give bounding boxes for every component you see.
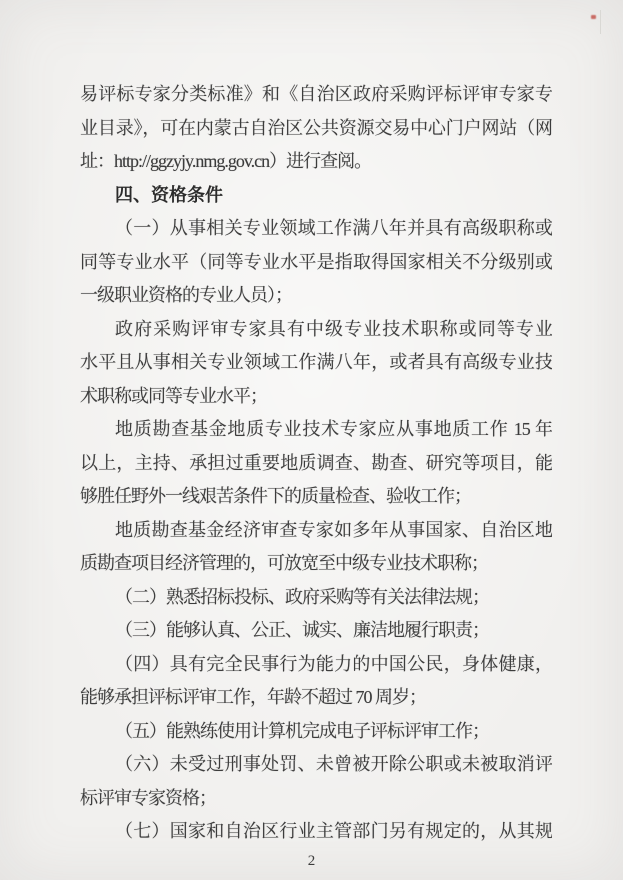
text-line: 以上，主持、承担过重要地质调查、勘查、研究等项目，能	[80, 452, 552, 473]
text-line: 术职称或同等专业水平；	[80, 385, 267, 406]
text-line: （一）从事相关专业领域工作满八年并具有高级职称或	[115, 218, 552, 238]
text-line: 政府采购评审专家具有中级专业技术职称或同等专业	[115, 318, 552, 339]
text-line: 水平且从事相关专业领域工作满八年，或者具有高级专业技	[80, 352, 552, 372]
text-line: （二）熟悉招标投标、政府采购等有关法律法规；	[115, 586, 489, 607]
text-line: （六）未受过刑事处罚、未曾被开除公职或未被取消评	[115, 754, 552, 774]
text-line: （五）能熟练使用计算机完成电子评标评审工作；	[115, 720, 489, 741]
text-line: （四）具有完全民事行为能力的中国公民，身体健康，	[115, 653, 552, 674]
text-line: 够胜任野外一线艰苦条件下的质量检查、验收工作；	[80, 486, 471, 506]
text-line: 地质勘查基金经济审查专家如多年从事国家、自治区地	[115, 519, 552, 540]
text-line: （七）国家和自治区行业主管部门另有规定的，从其规	[115, 821, 552, 841]
text-line: 标评审专家资格；	[80, 787, 216, 808]
text-line: 易评标专家分类标准》和《自治区政府采购评标评审专家专	[80, 84, 552, 104]
text-line: 一级职业资格的专业人员）；	[80, 285, 292, 305]
text-line: 业目录》，可在内蒙古自治区公共资源交易中心门户网站（网	[80, 117, 552, 138]
text-line: 地质勘查基金地质专业技术专家应从事地质工作 15 年	[115, 419, 552, 439]
scan-artifact-red-speck	[591, 15, 596, 19]
text-block	[80, 78, 552, 849]
text-line: 址：http://ggzyjy.nmg.gov.cn）进行查阅。	[80, 151, 372, 171]
scan-artifact-line	[600, 10, 601, 34]
text-line: 能够承担评标评审工作，年龄不超过 70 周岁；	[80, 687, 426, 707]
text-line: 同等专业水平（同等专业水平是指取得国家相关不分级别或	[80, 251, 552, 272]
text-line: 质勘查项目经济管理的，可放宽至中级专业技术职称；	[80, 553, 488, 573]
page-number: 2	[307, 853, 316, 869]
text-line: （三）能够认真、公正、诚实、廉洁地履行职责；	[115, 620, 489, 640]
section-heading: 四、资格条件	[115, 184, 223, 205]
